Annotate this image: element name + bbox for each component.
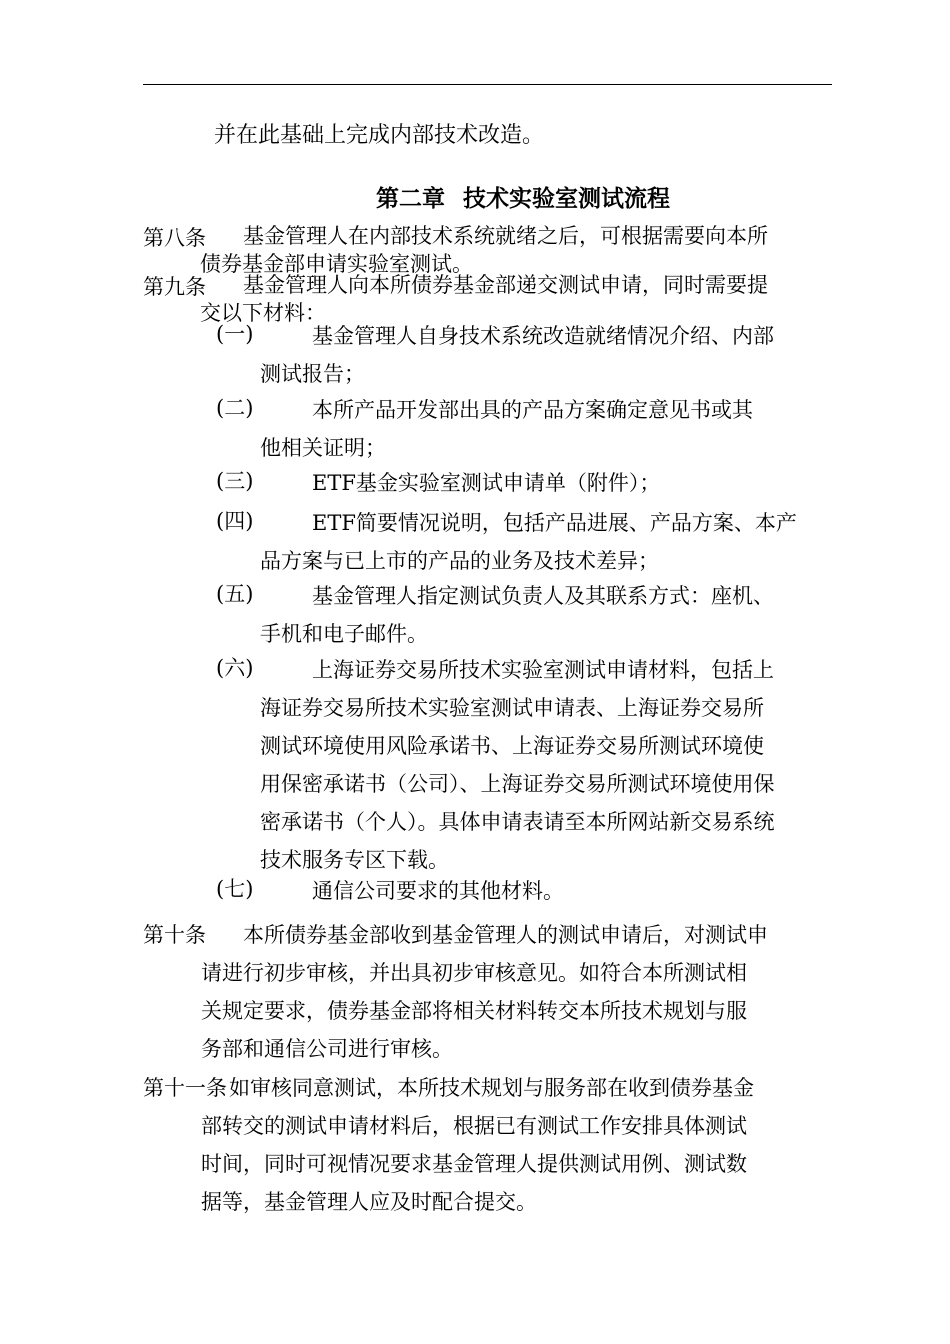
article-line: 关规定要求，债券基金部将相关材料转交本所技术规划与服 <box>201 999 747 1023</box>
item-label: (二) <box>216 396 254 420</box>
header-rule <box>143 84 832 85</box>
article-body <box>143 222 833 278</box>
article-line: 如审核同意测试，本所技术规划与服务部在收到债券基金 <box>229 1076 754 1100</box>
item-label: (六) <box>216 656 254 680</box>
article-line: 基金管理人向本所债券基金部递交测试申请，同时需要提 <box>243 273 768 297</box>
article-line: 本所债券基金部收到基金管理人的测试申请后，对测试申 <box>243 923 768 947</box>
article-line: 部转交的测试申请材料后，根据已有测试工作安排具体测试 <box>201 1114 747 1138</box>
item-label: (七) <box>216 877 254 901</box>
item-label: (五) <box>216 582 254 606</box>
chapter-number: 第二章 <box>376 186 445 212</box>
article-number: 第八条 <box>143 226 206 250</box>
article-8 <box>143 222 833 278</box>
article-line: 时间，同时可视情况要求基金管理人提供测试用例、测试数 <box>201 1152 747 1176</box>
article-line: 据等，基金管理人应及时配合提交。 <box>201 1190 537 1214</box>
article-line: 交以下材料： <box>200 301 326 325</box>
article-10 <box>143 917 833 1067</box>
article-line: 债券基金部申请实验室测试。 <box>200 252 473 276</box>
item-label: (三) <box>216 469 254 493</box>
item-label: (一) <box>216 322 254 346</box>
article-number: 第十条 <box>143 923 206 947</box>
intro-line: 并在此基础上完成内部技术改造。 <box>214 123 545 148</box>
chapter-heading <box>0 181 950 217</box>
chapter-title: 技术实验室测试流程 <box>463 186 670 212</box>
article-number: 第九条 <box>143 275 206 299</box>
article-11 <box>143 1070 833 1220</box>
article-line: 请进行初步审核，并出具初步审核意见。如符合本所测试相 <box>201 961 747 985</box>
article-line: 务部和通信公司进行审核。 <box>201 1037 453 1061</box>
article-line: 基金管理人在内部技术系统就绪之后，可根据需要向本所 <box>243 224 768 248</box>
article-number: 第十一条 <box>143 1076 227 1100</box>
item-label: (四) <box>216 509 254 533</box>
